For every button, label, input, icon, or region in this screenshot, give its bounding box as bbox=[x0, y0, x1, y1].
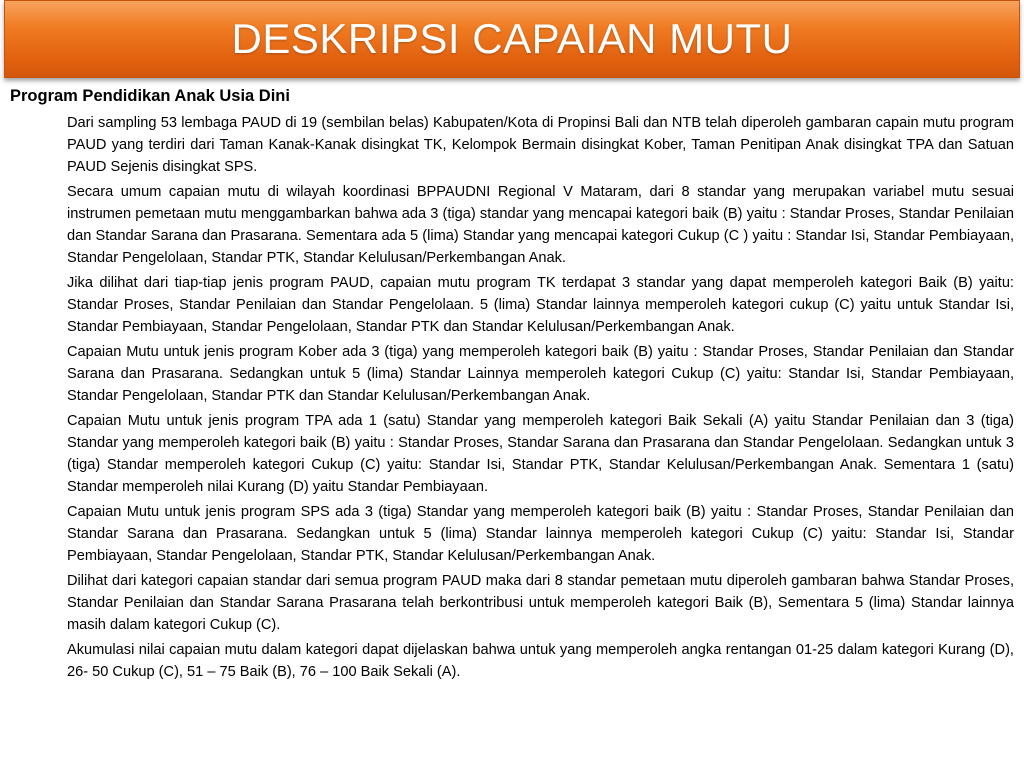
paragraph-tk-program: Jika dilihat dari tiap-tiap jenis program PAUD, capaian mutu program TK terdapat 3 standar yang dapat memperoleh kategori Baik (B) yaitu: Standar Proses, Standar Penilaian dan Standar Pengelolaan. 5 (lima) Standar lainnya memperoleh kategori cukup (C) yaitu untuk Standar Isi, Standar Pembiayaan, Standar Pengelolaan, Standar PTK dan Standar Kelulusan/Perkembangan Anak. bbox=[67, 275, 1014, 335]
slide-title: DESKRIPSI CAPAIAN MUTU bbox=[231, 15, 793, 62]
paragraph-list bbox=[67, 112, 1014, 683]
section-heading: Program Pendidikan Anak Usia Dini bbox=[10, 87, 290, 105]
paragraph-overall-category: Dilihat dari kategori capaian standar dari semua program PAUD maka dari 8 standar pemetaan mutu diperoleh gambaran bahwa Standar Proses, Standar Penilaian dan Standar Sarana Prasarana telah berkontribusi untuk memperoleh kategori Baik (B), Sementara 5 (lima) Standar lainnya masih dalam kategori Cukup (C). bbox=[67, 573, 1014, 633]
paragraph-tpa-program: Capaian Mutu untuk jenis program TPA ada 1 (satu) Standar yang memperoleh kategori Baik Sekali (A) yaitu Standar Penilaian dan 3 (tiga) Standar yang memperoleh kategori baik (B) yaitu : Standar Proses, Standar Sarana dan Prasarana dan Standar Pengelolaan. Sedangkan untuk 3 (tiga) Standar memperoleh kategori Cukup (C) yaitu: Standar Isi, Standar PTK, Standar Kelulusan/Perkembangan Anak. Sementara 1 (satu) Standar memperoleh nilai Kurang (D) yaitu Standar Pembiayaan. bbox=[67, 413, 1014, 495]
slide-content bbox=[10, 86, 1014, 686]
paragraph-sampling: Dari sampling 53 lembaga PAUD di 19 (sembilan belas) Kabupaten/Kota di Propinsi Bali dan NTB telah diperoleh gambaran capain mutu program PAUD yang terdiri dari Taman Kanak-Kanak disingkat TK, Kelompok Bermain disingkat Kober, Taman Penitipan Anak disingkat TPA dan Satuan PAUD Sejenis disingkat SPS. bbox=[67, 115, 1014, 175]
slide-title-bar bbox=[4, 0, 1020, 78]
paragraph-score-ranges: Akumulasi nilai capaian mutu dalam kategori dapat dijelaskan bahwa untuk yang memperoleh angka rentangan 01-25 dalam kategori Kurang (D), 26- 50 Cukup (C), 51 – 75 Baik (B), 76 – 100 Baik Sekali (A). bbox=[67, 642, 1014, 680]
paragraph-sps-program: Capaian Mutu untuk jenis program SPS ada 3 (tiga) Standar yang memperoleh kategori baik (B) yaitu : Standar Proses, Standar Penilaian dan Standar Sarana dan Prasarana. Sedangkan untuk 5 (lima) Standar lainnya memperoleh kategori Cukup (C) yaitu: Standar Isi, Standar Pembiayaan, Standar Pengelolaan, Standar PTK, Standar Kelulusan/Perkembangan Anak. bbox=[67, 504, 1014, 564]
paragraph-kober-program: Capaian Mutu untuk jenis program Kober ada 3 (tiga) yang memperoleh kategori baik (B) yaitu : Standar Proses, Standar Penilaian dan Standar Sarana dan Prasarana. Sedangkan untuk 5 (lima) Standar Lainnya memperoleh kategori Cukup (C) yaitu: Standar Isi, Standar Pembiayaan, Standar Pengelolaan, Standar PTK dan Standar Kelulusan/Perkembangan Anak. bbox=[67, 344, 1014, 404]
paragraph-general-achievement: Secara umum capaian mutu di wilayah koordinasi BPPAUDNI Regional V Mataram, dari 8 standar yang merupakan variabel mutu sesuai instrumen pemetaan mutu menggambarkan bahwa ada 3 (tiga) standar yang mencapai kategori baik (B) yaitu : Standar Proses, Standar Penilaian dan Standar Sarana dan Prasarana. Sementara ada 5 (lima) Standar yang mencapai kategori Cukup (C ) yaitu : Standar Isi, Standar Pembiayaan, Standar Pengelolaan, Standar PTK, Standar Kelulusan/Perkembangan Anak. bbox=[67, 184, 1014, 266]
